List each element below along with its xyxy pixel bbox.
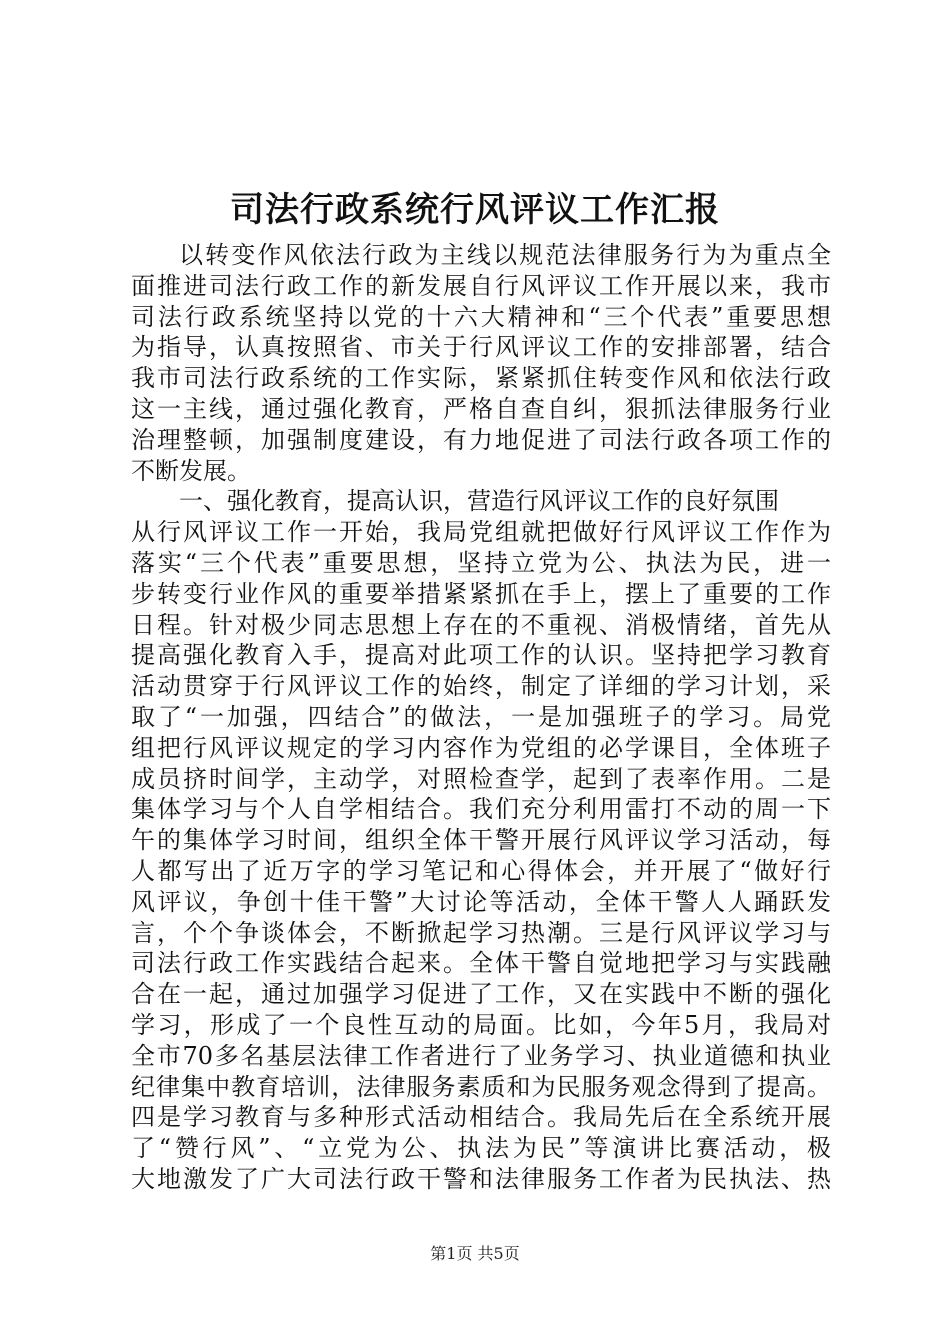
body-line: 了“赞行风”、“立党为公、执法为民”等演讲比赛活动，极 <box>131 1134 831 1163</box>
body-line: 全市70多名基层法律工作者进行了业务学习、执业道德和执业 <box>131 1041 831 1070</box>
body-line: 日程。针对极少同志思想上存在的不重视、消极情绪，首先从 <box>131 610 831 639</box>
body-line: 组把行风评议规定的学习内容作为党组的必学课目，全体班子 <box>131 733 831 762</box>
body-line: 以转变作风依法行政为主线以规范法律服务行为为重点全 <box>179 241 831 269</box>
body-line: 不断发展。 <box>131 456 251 485</box>
body-line: 午的集体学习时间，组织全体干警开展行风评议学习活动，每 <box>131 826 831 855</box>
body-line: 成员挤时间学，主动学，对照检查学，起到了表率作用。二是 <box>131 764 831 793</box>
body-line: 面推进司法行政工作的新发展自行风评议工作开展以来，我市 <box>131 271 831 300</box>
body-line: 四是学习教育与多种形式活动相结合。我局先后在全系统开展 <box>131 1103 831 1132</box>
body-line: 人都写出了近万字的学习笔记和心得体会，并开展了“做好行 <box>131 856 831 885</box>
document-body <box>131 240 831 1195</box>
body-line: 集体学习与个人自学相结合。我们充分利用雷打不动的周一下 <box>131 795 831 824</box>
body-line: 活动贯穿于行风评议工作的始终，制定了详细的学习计划，采 <box>131 672 831 701</box>
body-line: 从行风评议工作一开始，我局党组就把做好行风评议工作作为 <box>131 518 831 547</box>
body-line: 取了“一加强，四结合”的做法，一是加强班子的学习。局党 <box>131 702 831 731</box>
body-line: 风评议，争创十佳干警”大讨论等活动，全体干警人人踊跃发 <box>131 887 831 916</box>
body-line: 司法行政工作实践结合起来。全体干警自觉地把学习与实践融 <box>131 949 831 978</box>
body-line: 学习，形成了一个良性互动的局面。比如，今年5月，我局对 <box>131 1010 831 1039</box>
body-line: 合在一起，通过加强学习促进了工作，又在实践中不断的强化 <box>131 980 831 1009</box>
body-line: 司法行政系统坚持以党的十六大精神和“三个代表”重要思想 <box>131 302 831 331</box>
body-line: 言，个个争谈体会，不断掀起学习热潮。三是行风评议学习与 <box>131 918 831 947</box>
body-line: 落实“三个代表”重要思想，坚持立党为公、执法为民，进一 <box>131 548 831 577</box>
body-line: 治理整顿，加强制度建设，有力地促进了司法行政各项工作的 <box>131 425 831 454</box>
body-line: 提高强化教育入手，提高对此项工作的认识。坚持把学习教育 <box>131 641 831 670</box>
page-number-footer: 第1页 共5页 <box>430 1244 520 1263</box>
section-heading: 一、强化教育，提高认识，营造行风评议工作的良好氛围 <box>179 487 779 516</box>
body-line: 为指导，认真按照省、市关于行风评议工作的安排部署，结合 <box>131 333 831 362</box>
body-line: 纪律集中教育培训，法律服务素质和为民服务观念得到了提高。 <box>131 1072 831 1101</box>
body-line: 步转变行业作风的重要举措紧紧抓在手上，摆上了重要的工作 <box>131 579 831 608</box>
body-line: 大地激发了广大司法行政干警和法律服务工作者为民执法、热 <box>131 1164 831 1193</box>
body-line: 这一主线，通过强化教育，严格自查自纠，狠抓法律服务行业 <box>131 394 831 423</box>
document-title: 司法行政系统行风评议工作汇报 <box>230 190 720 230</box>
body-line: 我市司法行政系统的工作实际，紧紧抓住转变作风和依法行政 <box>131 364 831 393</box>
